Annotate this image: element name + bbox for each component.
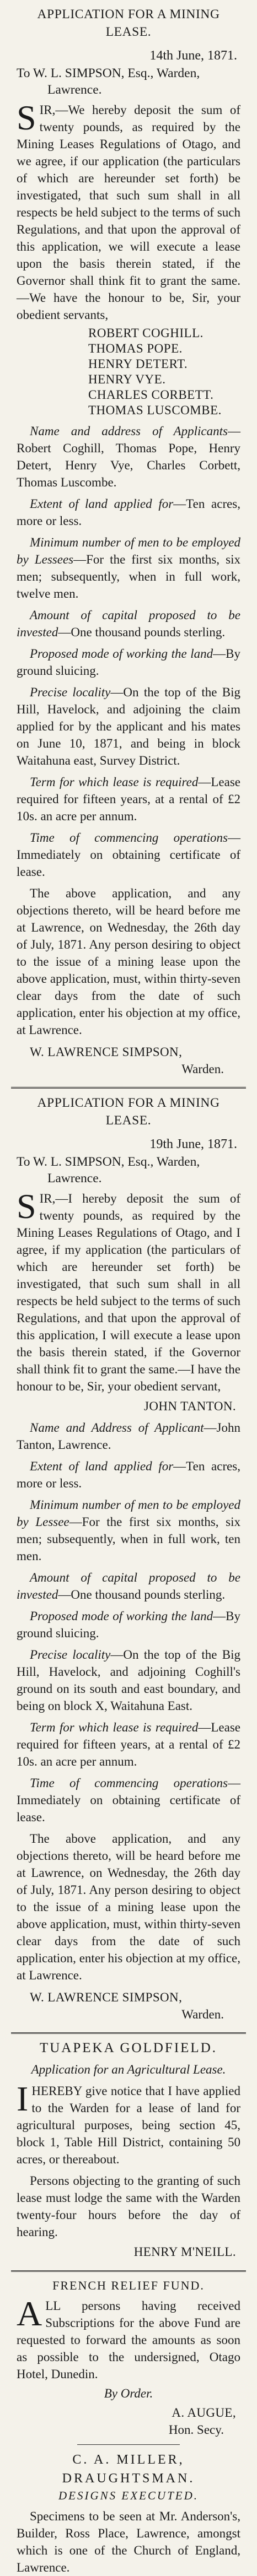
paragraph-text: —John Tanton, Lawrence. [17,1421,240,1452]
notice-heading-line2: LEASE. [105,1113,152,1128]
paragraph-label: Precise locality [30,1648,111,1662]
signer-name: HENRY DETERT. [88,357,188,371]
signer-name: CHARLES CORBETT. [88,388,214,402]
hearing-paragraph: The above application, and any objections thereto, will be heard before me at Lawrence, on Wednesday, the 26th day of July, 1871. Any person desiring to object to the issue of a mining lease upon the above application, must, within thirty-seven clear days from the date of such application, enter his objection at my office, at Lawrence. [17,1832,240,1982]
notice-body-text: IR,—I hereby deposit the sum of twenty pounds, as required by the Mining Leases Regulations of Otago, and I agree, if my application (the particulars of which are hereunder set forth) be investigated, that such sum shall in all respects be held subject to the terms of such Regulations, and that upon the approval of this application, I will execute a lease upon the basis therein stated, if the Governor shall think fit to grant the same.—I have the honour to be, Sir, your obedient servant, [17,1192,240,1393]
secretary-role: Hon. Secy. [168,2423,224,2437]
signer-name: HENRY VYE. [88,372,166,386]
draughtsman-advertisement [17,2451,240,2576]
paragraph-label: Amount of capital proposed to be invested [17,608,240,639]
drop-cap: I [17,2079,29,2118]
advertiser-title: DRAUGHTSMAN. [62,2471,195,2486]
section-divider [11,1087,246,1089]
agricultural-lease-notice [17,2039,240,2260]
locality-paragraph [17,684,240,769]
paragraph-label: Name and Address of Applicant [30,1421,204,1435]
paragraph-label: Minimum number of men to be employed by Lessees [17,535,240,566]
notice-heading: FRENCH RELIEF FUND. [52,2279,205,2292]
paragraph-text: —Ten acres, more or less. [17,497,241,528]
section-divider [11,2270,246,2272]
paragraph-label: Term for which lease is required [30,775,199,789]
paragraph-label: Amount of capital proposed to be invested [17,1571,240,1601]
paragraph-text: —Lease required for fifteen years, at a rental of £2 10s. an acre per annum. [17,775,240,823]
section-divider [11,2032,246,2034]
paragraph-label: Proposed mode of working the land [30,647,213,661]
notice-body [17,2294,240,2383]
paragraph-label: Time of commencing operations [30,831,228,845]
notice-date: 19th June, 1871. [149,1137,237,1151]
notice-heading-line1: APPLICATION FOR A MINING [37,1096,220,1110]
advertiser-name: C. A. MILLER, [72,2453,185,2467]
advertisement-tagline: DESIGNS EXECUTED. [58,2489,199,2502]
paragraph-text: —Robert Coghill, Thomas Pope, Henry Detert, Henry Vye, Charles Corbett, Thomas Luscombe. [17,424,240,489]
mining-lease-notice-1 [17,6,240,1077]
hearing-paragraph: The above application, and any objections thereto, will be heard before me at Lawrence, on Wednesday, the 26th day of July, 1871. Any person desiring to object to the issue of a mining lease upon the above application, must, within thirty-seven clear days from the date of such application, enter his objection at my office, at Lawrence. [17,886,240,1037]
paragraph-text: —For the first six months, six men; subsequently, when in full work, twelve men. [17,553,240,600]
extent-paragraph [17,495,240,529]
signer-name: ROBERT COGHILL. [88,326,204,340]
secretary-signature: A. AUGUE, [172,2406,236,2420]
signer-name: THOMAS POPE. [88,342,183,355]
men-employed-paragraph [17,534,240,602]
objection-paragraph: Persons objecting to the granting of such lease must lodge the same with the Warden twenty-four hours before the day of hearing. [17,2174,240,2239]
by-order-line: By Order. [104,2386,153,2400]
paragraph-label: Proposed mode of working the land [30,1609,213,1623]
paragraph-label: Extent of land applied for [30,1459,174,1473]
notice-body-text: HEREBY give notice that I have applied to the Warden for a lease of land for agricultural purposes, being section 45, block 1, Table Hill District, containing 50 acres, or thereabout. [17,2084,240,2166]
paragraph-text: —Immediately on obtaining certificate of lease. [17,1776,240,1824]
drop-cap: A [17,2294,42,2333]
paragraph-label: Term for which lease is required [30,1720,199,1734]
applicant-signature: HENRY M'NEILL. [133,2245,236,2259]
signer-name: THOMAS LUSCOMBE. [88,403,222,417]
paragraph-text: —For the first six months, six men; subsequently, when in full work, ten men. [17,1515,241,1563]
paragraph-text: —Lease required for fifteen years, at a rental of £2 10s. an acre per annum. [17,1720,240,1768]
notice-body-text: IR,—We hereby deposit the sum of twenty pounds, as required by the Mining Leases Regulations of Otago, and we agree, if our application (the particulars of which are hereunder set forth) be investigated, that such sum shall in all respects be held subject to the terms of such Regulations, and that upon the approval of this application, we will execute a lease upon the basis therein stated, if the Governor shall think fit to grant the same.—We have the honour to be, Sir, your obedient servants, [17,103,240,322]
applicant-paragraph [17,1419,240,1453]
term-paragraph [17,773,240,825]
french-relief-fund-notice [17,2277,240,2438]
paragraph-text: —By ground sluicing. [17,647,240,678]
paragraph-label: Extent of land applied for [30,497,174,511]
capital-paragraph [17,607,240,641]
paragraph-label: Name and address of Applicants [30,424,228,438]
mode-of-working-paragraph [17,645,240,679]
paragraph-label: Precise locality [30,685,111,699]
notice-body [17,1187,240,1395]
notice-subheading: Application for an Agricultural Lease. [31,2063,226,2076]
paragraph-text: —Immediately on obtaining certificate of lease. [17,831,240,879]
warden-signature: W. LAWRENCE SIMPSON, [30,1045,183,1059]
paragraph-text: —On the top of the Big Hill, Havelock, and adjoining Coghill's ground on its south and east boundary, and being on block X, Waitahuna East. [17,1648,241,1713]
notice-heading: TUAPEKA GOLDFIELD. [39,2041,218,2055]
addressee-line2: Lawrence. [47,1171,102,1186]
locality-paragraph [17,1646,240,1714]
notice-body [17,2079,240,2168]
warden-role: Warden. [181,1062,224,1076]
paragraph-text: —One thousand pounds sterling. [58,625,226,639]
warden-signature: W. LAWRENCE SIMPSON, [30,1990,183,2004]
applicants-paragraph [17,423,240,491]
drop-cap: S [17,98,36,137]
notice-heading-line2: LEASE. [105,25,152,39]
mode-of-working-paragraph [17,1608,240,1642]
signers-list [88,326,240,418]
drop-cap: S [17,1187,36,1226]
paragraph-text: —On the top of the Big Hill, Havelock, and adjoining the claim applied for by the applicant and his mates on June 10, 1871, and being in block Waitahuna east, Survey District. [17,685,241,767]
advertisement-body: Specimens to be seen at Mr. Anderson's, Builder, Ross Place, Lawrence, amongst which is one of the Church of England, Lawrence. [17,2509,240,2574]
notice-date: 14th June, 1871. [149,48,237,63]
notice-body [17,98,240,323]
term-paragraph [17,1719,240,1770]
capital-paragraph [17,1569,240,1603]
addressee-line1: To W. L. SIMPSON, Esq., Warden, [17,66,200,80]
applicant-signature: JOHN TANTON. [144,1399,236,1413]
addressee-line1: To W. L. SIMPSON, Esq., Warden, [17,1155,200,1169]
extent-paragraph [17,1458,240,1492]
paragraph-label: Time of commencing operations [30,1776,228,1790]
paragraph-label: Minimum number of men to be employed by Lessee [17,1498,240,1529]
mining-lease-notice-2 [17,1094,240,2022]
addressee-line2: Lawrence. [47,83,102,97]
commencement-paragraph [17,1774,240,1826]
men-employed-paragraph [17,1496,240,1565]
paragraph-text: —One thousand pounds sterling. [58,1588,226,1601]
warden-role: Warden. [181,2007,224,2021]
notice-heading-line1: APPLICATION FOR A MINING [37,7,220,21]
paragraph-text: —Ten acres, more or less. [17,1459,241,1490]
paragraph-text: —By ground sluicing. [17,1609,240,1640]
notice-body-text: LL persons having received Subscriptions for the above Fund are requested to forward the amounts as soon as possible to the undersigned, Otago Hotel, Dunedin. [17,2299,240,2381]
section-divider [77,2444,180,2445]
commencement-paragraph [17,829,240,880]
